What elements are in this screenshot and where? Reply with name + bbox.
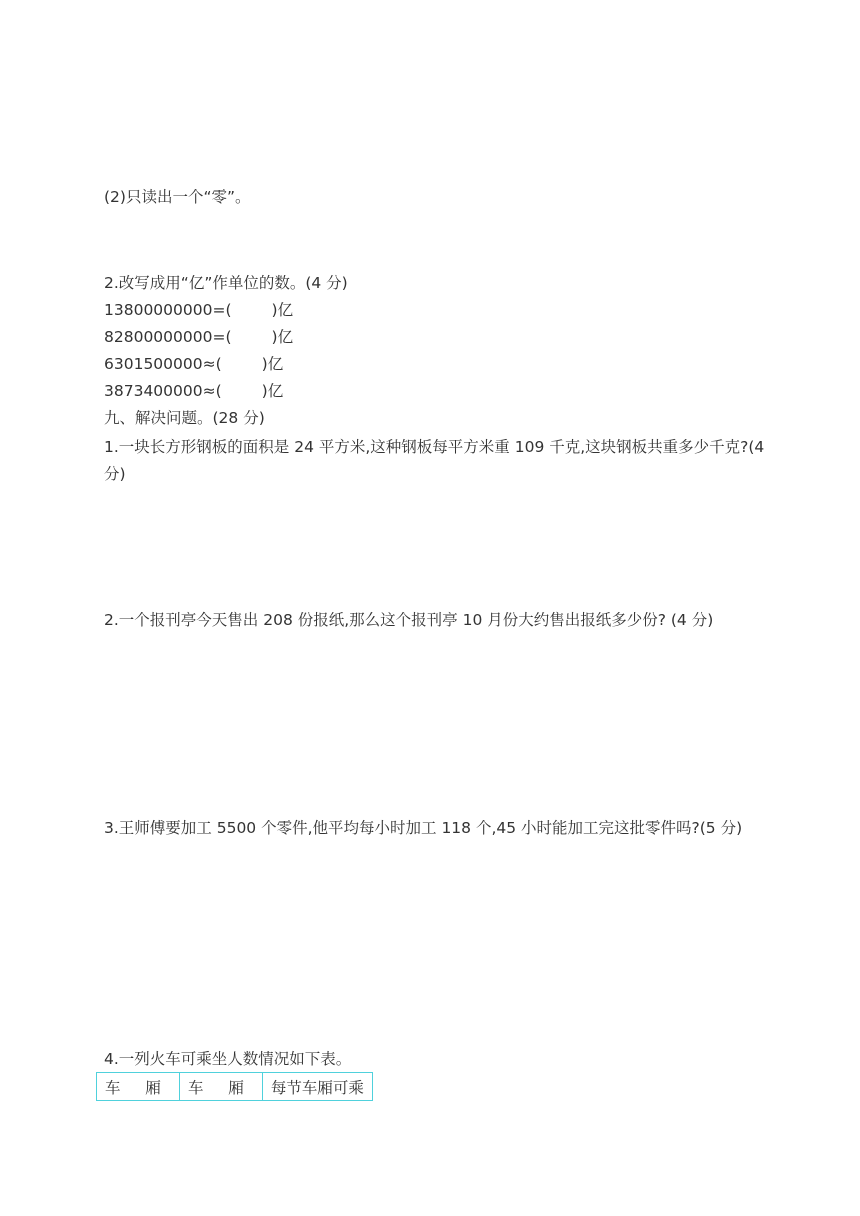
conversion-row-right: )亿 bbox=[271, 301, 294, 319]
conversion-row-left: 13800000000=( bbox=[104, 301, 232, 319]
conversion-row-1 bbox=[104, 299, 293, 321]
conversion-row-3 bbox=[104, 353, 283, 375]
conversion-row-left: 82800000000=( bbox=[104, 328, 232, 346]
section-9-heading: 九、解决问题。(28 分) bbox=[104, 409, 265, 427]
conversion-row-right: )亿 bbox=[261, 382, 284, 400]
question-8-2-title: 2.改写成用“亿”作单位的数。(4 分) bbox=[104, 274, 348, 292]
question-8-2-sub-2: (2)只读出一个“零”。 bbox=[104, 188, 251, 206]
conversion-row-right: )亿 bbox=[261, 355, 284, 373]
question-9-2: 2.一个报刊亭今天售出 208 份报纸,那么这个报刊亭 10 月份大约售出报纸多少份? (4 分) bbox=[104, 611, 714, 629]
question-9-4: 4.一列火车可乘坐人数情况如下表。 bbox=[104, 1050, 352, 1068]
table-header-cell: 每节车厢可乘 bbox=[262, 1073, 372, 1101]
question-9-3: 3.王师傅要加工 5500 个零件,他平均每小时加工 118 个,45 小时能加工完这批零件吗?(5 分) bbox=[104, 819, 743, 837]
conversion-row-left: 3873400000≈( bbox=[104, 382, 222, 400]
train-capacity-table bbox=[96, 1072, 373, 1101]
table-row bbox=[97, 1073, 373, 1101]
conversion-row-4 bbox=[104, 380, 283, 402]
conversion-row-right: )亿 bbox=[271, 328, 294, 346]
conversion-row-left: 6301500000≈( bbox=[104, 355, 222, 373]
table-header-cell: 车 厢 bbox=[97, 1073, 180, 1101]
question-9-1: 1.一块长方形钢板的面积是 24 平方米,这种钢板每平方米重 109 千克,这块钢板共重多少千克?(4 分) bbox=[104, 438, 765, 483]
table-header-cell: 车 厢 bbox=[179, 1073, 262, 1101]
conversion-row-2 bbox=[104, 326, 293, 348]
